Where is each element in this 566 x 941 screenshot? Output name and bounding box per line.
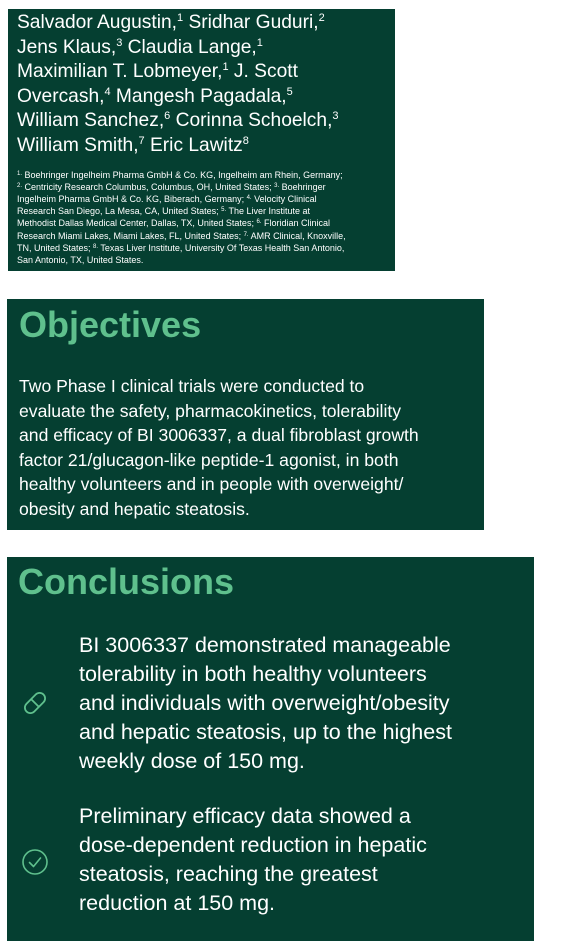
affiliation-marker: 8 xyxy=(242,134,249,147)
text-segment: Boehringer xyxy=(279,181,326,192)
text-segment: Eric Lawitz xyxy=(144,134,243,156)
affiliation-marker: 5 xyxy=(286,85,293,98)
author-line xyxy=(17,11,387,36)
objectives-text xyxy=(19,374,478,521)
author-line xyxy=(17,85,387,110)
text-segment: Methodist Dallas Medical Center, Dallas, TX, United States; xyxy=(17,218,257,229)
text-segment: San Antonio, TX, United States. xyxy=(17,254,144,265)
affiliation-marker: 4 xyxy=(104,85,111,98)
objectives-line: obesity and hepatic steatosis. xyxy=(19,498,250,519)
conclusion-text xyxy=(79,802,529,918)
text-segment: Salvador Augustin, xyxy=(17,12,178,33)
affiliation-marker: 1 xyxy=(256,36,263,49)
affiliation-line xyxy=(17,254,387,266)
affiliation-line xyxy=(17,242,387,254)
affiliation-marker: 6. xyxy=(256,219,262,226)
affiliation-line xyxy=(17,193,387,205)
text-segment: Research Miami Lakes, Miami Lakes, FL, United States; xyxy=(17,230,244,241)
text-segment: Corinna Schoelch, xyxy=(170,110,333,132)
authors-panel xyxy=(8,9,395,271)
affiliation-line xyxy=(17,205,387,217)
objectives-line: Two Phase I clinical trials were conducted to xyxy=(19,376,365,396)
affiliation-line xyxy=(17,230,387,242)
conclusion-line: tolerability in both healthy volunteers xyxy=(79,662,427,686)
text-segment: William Sanchez, xyxy=(17,110,165,132)
text-segment: Maximilian T. Lobmeyer, xyxy=(17,61,223,83)
affiliation-marker: 5. xyxy=(221,207,227,214)
conclusion-line: Preliminary efficacy data showed a xyxy=(79,804,411,828)
author-line xyxy=(17,36,387,61)
affiliation-list xyxy=(17,169,387,267)
text-segment: Ingelheim Pharma GmbH & Co. KG, Biberach, Germany; xyxy=(17,193,247,204)
affiliation-marker: 6 xyxy=(164,110,171,123)
text-segment: Overcash, xyxy=(17,85,105,107)
affiliation-marker: 8. xyxy=(93,243,99,250)
text-segment: J. Scott xyxy=(228,61,298,83)
text-segment: Sridhar Guduri, xyxy=(183,12,319,33)
pill-icon xyxy=(21,689,49,717)
affiliation-marker: 2 xyxy=(318,12,325,24)
conclusion-line: dose-dependent reduction in hepatic xyxy=(79,833,427,857)
check-circle-icon xyxy=(21,848,49,876)
affiliation-line xyxy=(17,217,387,229)
conclusion-line: reduction at 150 mg. xyxy=(79,891,276,915)
text-segment: Floridian Clinical xyxy=(261,218,330,229)
text-segment: Claudia Lange, xyxy=(122,36,257,58)
conclusion-line: weekly dose of 150 mg. xyxy=(79,749,305,773)
conclusion-line: BI 3006337 demonstrated manageable xyxy=(79,633,451,657)
text-segment: Velocity Clinical xyxy=(251,193,317,204)
author-line xyxy=(17,109,387,134)
text-segment: William Smith, xyxy=(17,134,139,156)
objectives-line: healthy volunteers and in people with overweight/ xyxy=(19,474,404,494)
objectives-panel xyxy=(7,299,484,530)
affiliation-marker: 3 xyxy=(116,36,123,49)
objectives-line: factor 21/glucagon-like peptide-1 agonist, in both xyxy=(19,449,399,470)
affiliation-marker: 3. xyxy=(274,182,280,189)
conclusion-line: and individuals with overweight/obesity xyxy=(79,691,450,715)
author-list xyxy=(17,11,387,159)
objectives-heading: Objectives xyxy=(19,304,202,345)
affiliation-marker: 4. xyxy=(246,194,252,201)
text-segment: AMR Clinical, Knoxville, xyxy=(248,230,346,241)
affiliation-line xyxy=(17,169,387,181)
text-segment: TN, United States; xyxy=(17,242,94,253)
affiliation-marker: 2. xyxy=(17,182,23,189)
text-segment: Boehringer Ingelheim Pharma GmbH & Co. KG, Ingelheim am Rhein, Germany; xyxy=(22,169,343,180)
conclusion-line: steatosis, reaching the greatest xyxy=(79,862,378,886)
text-segment: Centricity Research Columbus, Columbus, OH, United States; xyxy=(22,181,275,192)
affiliation-line xyxy=(17,181,387,193)
text-segment: Research San Diego, La Mesa, CA, United States; xyxy=(17,206,222,217)
affiliation-marker: 1 xyxy=(177,12,184,24)
conclusions-heading: Conclusions xyxy=(18,561,235,602)
author-line xyxy=(17,134,387,159)
text-segment: Mangesh Pagadala, xyxy=(110,85,287,107)
affiliation-marker: 1. xyxy=(17,170,23,177)
objectives-line: and efficacy of BI 3006337, a dual fibroblast growth xyxy=(19,425,419,445)
affiliation-marker: 3 xyxy=(332,110,339,123)
text-segment: Texas Liver Institute, University Of Texas Health San Antonio, xyxy=(98,242,345,253)
affiliation-marker: 1 xyxy=(222,61,229,74)
conclusion-text xyxy=(79,631,529,776)
author-line xyxy=(17,60,387,85)
text-segment: The Liver Institute at xyxy=(226,206,311,217)
objectives-line: evaluate the safety, pharmacokinetics, tolerability xyxy=(19,400,402,421)
conclusion-line: and hepatic steatosis, up to the highest xyxy=(79,720,452,744)
conclusions-panel xyxy=(7,557,534,941)
affiliation-marker: 7. xyxy=(243,231,249,238)
affiliation-marker: 7 xyxy=(138,134,145,147)
text-segment: Jens Klaus, xyxy=(17,36,117,58)
